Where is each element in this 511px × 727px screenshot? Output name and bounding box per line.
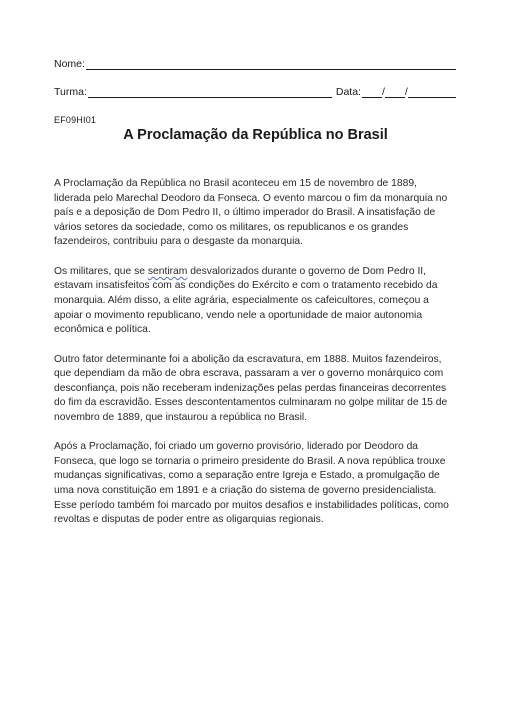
date-separator-2: / xyxy=(404,86,408,98)
nome-field-row xyxy=(54,58,456,70)
data-label: Data: xyxy=(335,86,361,98)
paragraph-4: Após a Proclamação, foi criado um governo provisório, liderado por Deodoro da Fonseca, que logo se tornaria o primeiro presidente do Brasil. A nova república trouxe mudanças significativas, como a separação entre Igreja e Estado, a promulgação de uma nova constituição em 1891 e a criação do sistema de governo presidencialista. Esse período também foi marcado por muitos desafios e instabilidades políticas, como revoltas e disputas de poder entre as oligarquias regionais. xyxy=(54,441,449,526)
document-code: EF09HI01 xyxy=(54,115,97,125)
date-day-blank[interactable] xyxy=(362,87,382,98)
nome-label: Nome: xyxy=(54,58,85,70)
paragraph-1: A Proclamação da República no Brasil aconteceu em 15 de novembro de 1889, liderada pelo Marechal Deodoro da Fonseca. O evento marcou o fim da monarquia no país e a deposição de Dom Pedro II, o último imperador do Brasil. A insatisfação de vários setores da sociedade, como os militares, os republicanos e os grandes fazendeiros, contribuiu para o desgaste da monarquia. xyxy=(54,178,448,248)
paragraph-3: Outro fator determinante foi a abolição da escravatura, em 1888. Muitos fazendeiros, que dependiam da mão de obra escrava, passaram a ver o governo monárquico com desconfiança, pois não receberam indenizações pelas perdas financeiras decorrentes do fim da escravidão. Esses descontentamentos culminaram no golpe militar de 15 de novembro de 1889, que instaurou a república no Brasil. xyxy=(54,353,448,423)
paragraph-2-start: Os militares, que se xyxy=(54,265,148,277)
document-body xyxy=(54,177,454,543)
document-title: A Proclamação da República no Brasil xyxy=(123,127,388,143)
turma-blank-line[interactable] xyxy=(88,87,332,98)
paragraph-2-rest: desvalorizados durante o governo de Dom Pedro II, estavam insatisfeitos com as condições do Exército e com o tratamento recebido da monarquia. Além disso, a elite agrária, especialmente os cafeicultores, começou a apoiar o movimento republicano, vendo nele a oportunidade de maior autonomia econômica e política. xyxy=(54,265,438,336)
spellcheck-flagged-word[interactable]: sentiram xyxy=(147,265,188,277)
date-year-blank[interactable] xyxy=(408,87,456,98)
paragraph-2 xyxy=(54,265,454,338)
date-separator-1: / xyxy=(381,86,385,98)
date-month-blank[interactable] xyxy=(385,87,405,98)
nome-blank-line[interactable] xyxy=(86,59,456,70)
turma-field-row xyxy=(54,86,456,98)
turma-label: Turma: xyxy=(54,86,87,98)
